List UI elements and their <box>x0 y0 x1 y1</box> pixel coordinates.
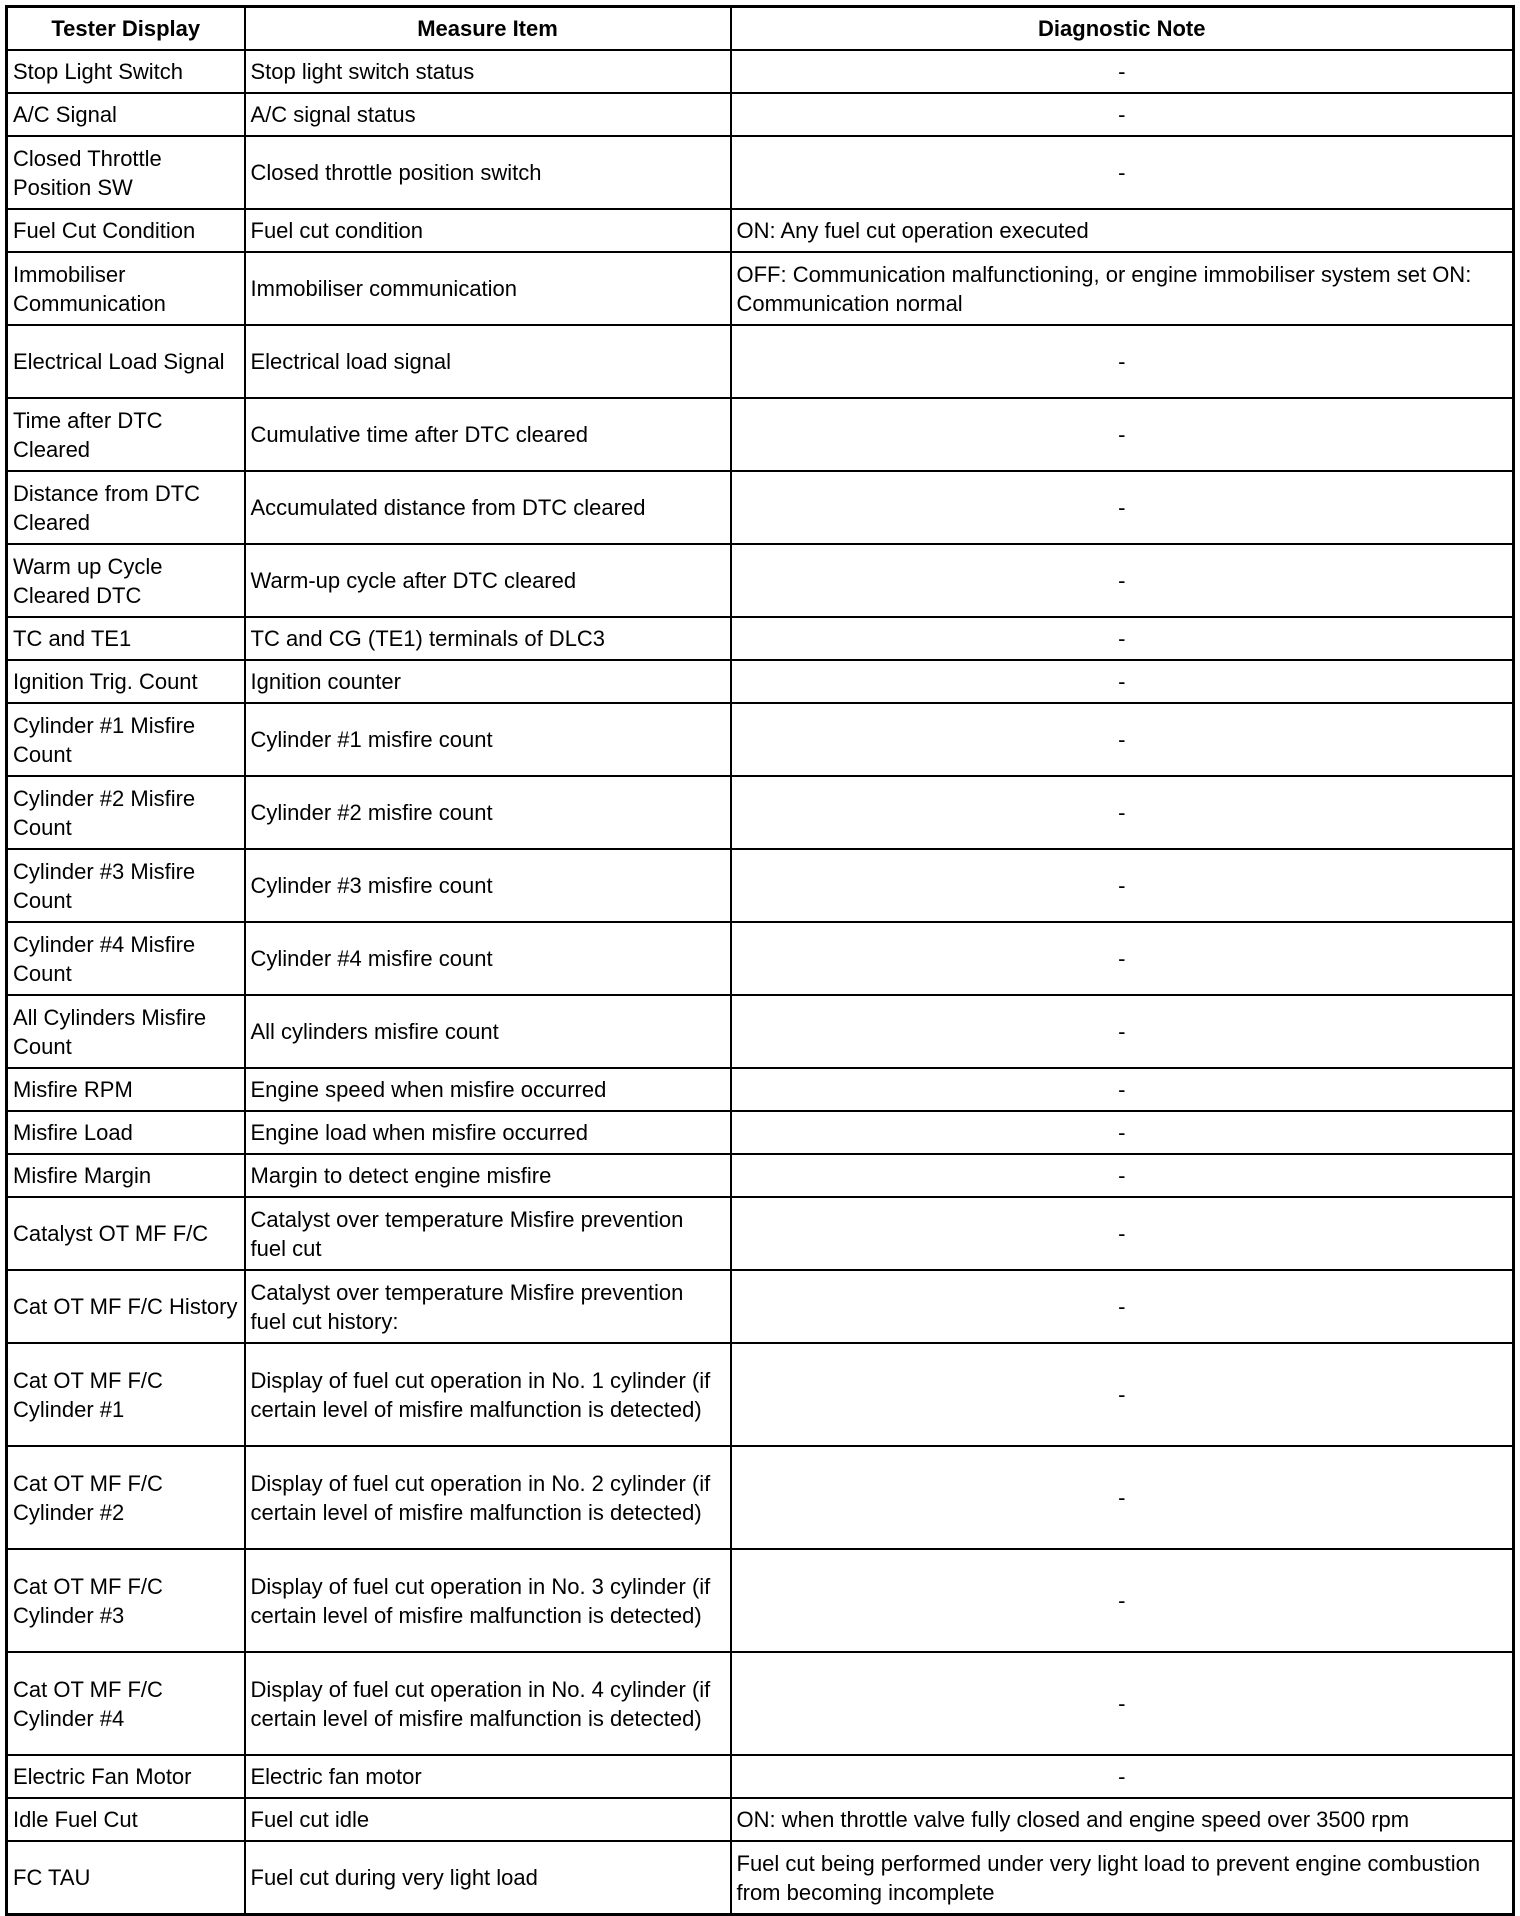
tester-display-cell: Cat OT MF F/C Cylinder #3 <box>7 1549 245 1652</box>
table-row <box>7 50 1514 93</box>
diagnostic-note-cell: - <box>731 93 1514 136</box>
measure-item-cell: Electrical load signal <box>245 325 731 398</box>
tester-display-cell: Cylinder #3 Misfire Count <box>7 849 245 922</box>
diagnostic-note-cell: - <box>731 1270 1514 1343</box>
measure-item-cell: Display of fuel cut operation in No. 3 cylinder (if certain level of misfire malfunction is detected) <box>245 1549 731 1652</box>
table-row <box>7 398 1514 471</box>
diagnostic-note-cell: - <box>731 995 1514 1068</box>
measure-item-cell: Ignition counter <box>245 660 731 703</box>
diagnostic-note-cell: - <box>731 1111 1514 1154</box>
diagnostic-note-cell: - <box>731 325 1514 398</box>
diagnostic-note-cell: - <box>731 136 1514 209</box>
diagnostic-note-cell: - <box>731 922 1514 995</box>
table-row <box>7 1798 1514 1841</box>
diagnostic-note-cell: - <box>731 1068 1514 1111</box>
table-row <box>7 849 1514 922</box>
table-row <box>7 703 1514 776</box>
tester-display-cell: Misfire RPM <box>7 1068 245 1111</box>
tester-display-cell: TC and TE1 <box>7 617 245 660</box>
measure-item-cell: Stop light switch status <box>245 50 731 93</box>
tester-display-cell: Cylinder #1 Misfire Count <box>7 703 245 776</box>
diagnostic-note-cell: - <box>731 703 1514 776</box>
measure-item-cell: Cumulative time after DTC cleared <box>245 398 731 471</box>
tester-display-cell: Cat OT MF F/C Cylinder #4 <box>7 1652 245 1755</box>
measure-item-cell: Warm-up cycle after DTC cleared <box>245 544 731 617</box>
diagnostic-note-cell: - <box>731 50 1514 93</box>
table-row <box>7 995 1514 1068</box>
measure-item-cell: Catalyst over temperature Misfire prevention fuel cut history: <box>245 1270 731 1343</box>
measure-item-cell: Immobiliser communication <box>245 252 731 325</box>
header-diagnostic-note: Diagnostic Note <box>731 7 1514 51</box>
tester-display-cell: Time after DTC Cleared <box>7 398 245 471</box>
table-row <box>7 1154 1514 1197</box>
table-row <box>7 1270 1514 1343</box>
header-measure-item: Measure Item <box>245 7 731 51</box>
tester-display-cell: Closed Throttle Position SW <box>7 136 245 209</box>
table-row <box>7 1111 1514 1154</box>
diagnostic-note-cell: - <box>731 1197 1514 1270</box>
table-row <box>7 776 1514 849</box>
tester-display-cell: Ignition Trig. Count <box>7 660 245 703</box>
measure-item-cell: Engine speed when misfire occurred <box>245 1068 731 1111</box>
measure-item-cell: TC and CG (TE1) terminals of DLC3 <box>245 617 731 660</box>
table-row <box>7 1343 1514 1446</box>
tester-display-cell: Electrical Load Signal <box>7 325 245 398</box>
tester-display-cell: Fuel Cut Condition <box>7 209 245 252</box>
tester-display-table <box>5 5 1515 1916</box>
diagnostic-note-cell: - <box>731 1343 1514 1446</box>
table-row <box>7 325 1514 398</box>
table-row <box>7 1446 1514 1549</box>
diagnostic-note-cell: ON: Any fuel cut operation executed <box>731 209 1514 252</box>
table-row <box>7 1841 1514 1915</box>
measure-item-cell: Closed throttle position switch <box>245 136 731 209</box>
measure-item-cell: Cylinder #4 misfire count <box>245 922 731 995</box>
diagnostic-note-cell: - <box>731 471 1514 544</box>
diagnostic-note-cell: - <box>731 1652 1514 1755</box>
measure-item-cell: Margin to detect engine misfire <box>245 1154 731 1197</box>
diagnostic-note-cell: - <box>731 849 1514 922</box>
measure-item-cell: Cylinder #3 misfire count <box>245 849 731 922</box>
table-row <box>7 252 1514 325</box>
measure-item-cell: Display of fuel cut operation in No. 2 cylinder (if certain level of misfire malfunction is detected) <box>245 1446 731 1549</box>
tester-display-cell: Misfire Load <box>7 1111 245 1154</box>
table-row <box>7 471 1514 544</box>
table-row <box>7 1549 1514 1652</box>
measure-item-cell: Fuel cut condition <box>245 209 731 252</box>
measure-item-cell: Cylinder #2 misfire count <box>245 776 731 849</box>
table-row <box>7 1197 1514 1270</box>
diagnostic-note-cell: - <box>731 544 1514 617</box>
tester-display-cell: Warm up Cycle Cleared DTC <box>7 544 245 617</box>
diagnostic-note-cell: - <box>731 660 1514 703</box>
tester-display-cell: Misfire Margin <box>7 1154 245 1197</box>
diagnostic-note-cell: - <box>731 1755 1514 1798</box>
measure-item-cell: Display of fuel cut operation in No. 4 cylinder (if certain level of misfire malfunction is detected) <box>245 1652 731 1755</box>
header-tester-display: Tester Display <box>7 7 245 51</box>
diagnostic-note-cell: OFF: Communication malfunctioning, or engine immobiliser system set ON: Communication normal <box>731 252 1514 325</box>
tester-display-cell: Cat OT MF F/C History <box>7 1270 245 1343</box>
tester-display-cell: Cylinder #4 Misfire Count <box>7 922 245 995</box>
table-row <box>7 544 1514 617</box>
diagnostic-note-cell: ON: when throttle valve fully closed and engine speed over 3500 rpm <box>731 1798 1514 1841</box>
table-row <box>7 209 1514 252</box>
tester-display-cell: Immobiliser Communication <box>7 252 245 325</box>
measure-item-cell: Fuel cut during very light load <box>245 1841 731 1915</box>
tester-display-cell: A/C Signal <box>7 93 245 136</box>
diagnostic-note-cell: - <box>731 1154 1514 1197</box>
table-row <box>7 1068 1514 1111</box>
table-row <box>7 136 1514 209</box>
table-row <box>7 922 1514 995</box>
tester-display-cell: Cylinder #2 Misfire Count <box>7 776 245 849</box>
tester-display-cell: Idle Fuel Cut <box>7 1798 245 1841</box>
diagnostic-note-cell: - <box>731 1549 1514 1652</box>
diagnostic-note-cell: - <box>731 398 1514 471</box>
measure-item-cell: Engine load when misfire occurred <box>245 1111 731 1154</box>
tester-display-cell: All Cylinders Misfire Count <box>7 995 245 1068</box>
tester-display-cell: Distance from DTC Cleared <box>7 471 245 544</box>
tester-display-cell: Electric Fan Motor <box>7 1755 245 1798</box>
diagnostic-note-cell: - <box>731 1446 1514 1549</box>
tester-display-cell: Cat OT MF F/C Cylinder #2 <box>7 1446 245 1549</box>
table-row <box>7 617 1514 660</box>
diagnostic-note-cell: Fuel cut being performed under very light load to prevent engine combustion from becoming incomplete <box>731 1841 1514 1915</box>
tester-display-cell: Cat OT MF F/C Cylinder #1 <box>7 1343 245 1446</box>
measure-item-cell: Catalyst over temperature Misfire prevention fuel cut <box>245 1197 731 1270</box>
tester-display-cell: Catalyst OT MF F/C <box>7 1197 245 1270</box>
measure-item-cell: Electric fan motor <box>245 1755 731 1798</box>
measure-item-cell: Display of fuel cut operation in No. 1 cylinder (if certain level of misfire malfunction is detected) <box>245 1343 731 1446</box>
measure-item-cell: Fuel cut idle <box>245 1798 731 1841</box>
table-row <box>7 660 1514 703</box>
measure-item-cell: A/C signal status <box>245 93 731 136</box>
table-row <box>7 93 1514 136</box>
tester-display-cell: Stop Light Switch <box>7 50 245 93</box>
tester-display-cell: FC TAU <box>7 1841 245 1915</box>
table-row <box>7 1755 1514 1798</box>
table-row <box>7 1652 1514 1755</box>
header-row <box>7 7 1514 51</box>
measure-item-cell: Accumulated distance from DTC cleared <box>245 471 731 544</box>
measure-item-cell: All cylinders misfire count <box>245 995 731 1068</box>
diagnostic-note-cell: - <box>731 617 1514 660</box>
measure-item-cell: Cylinder #1 misfire count <box>245 703 731 776</box>
diagnostic-note-cell: - <box>731 776 1514 849</box>
